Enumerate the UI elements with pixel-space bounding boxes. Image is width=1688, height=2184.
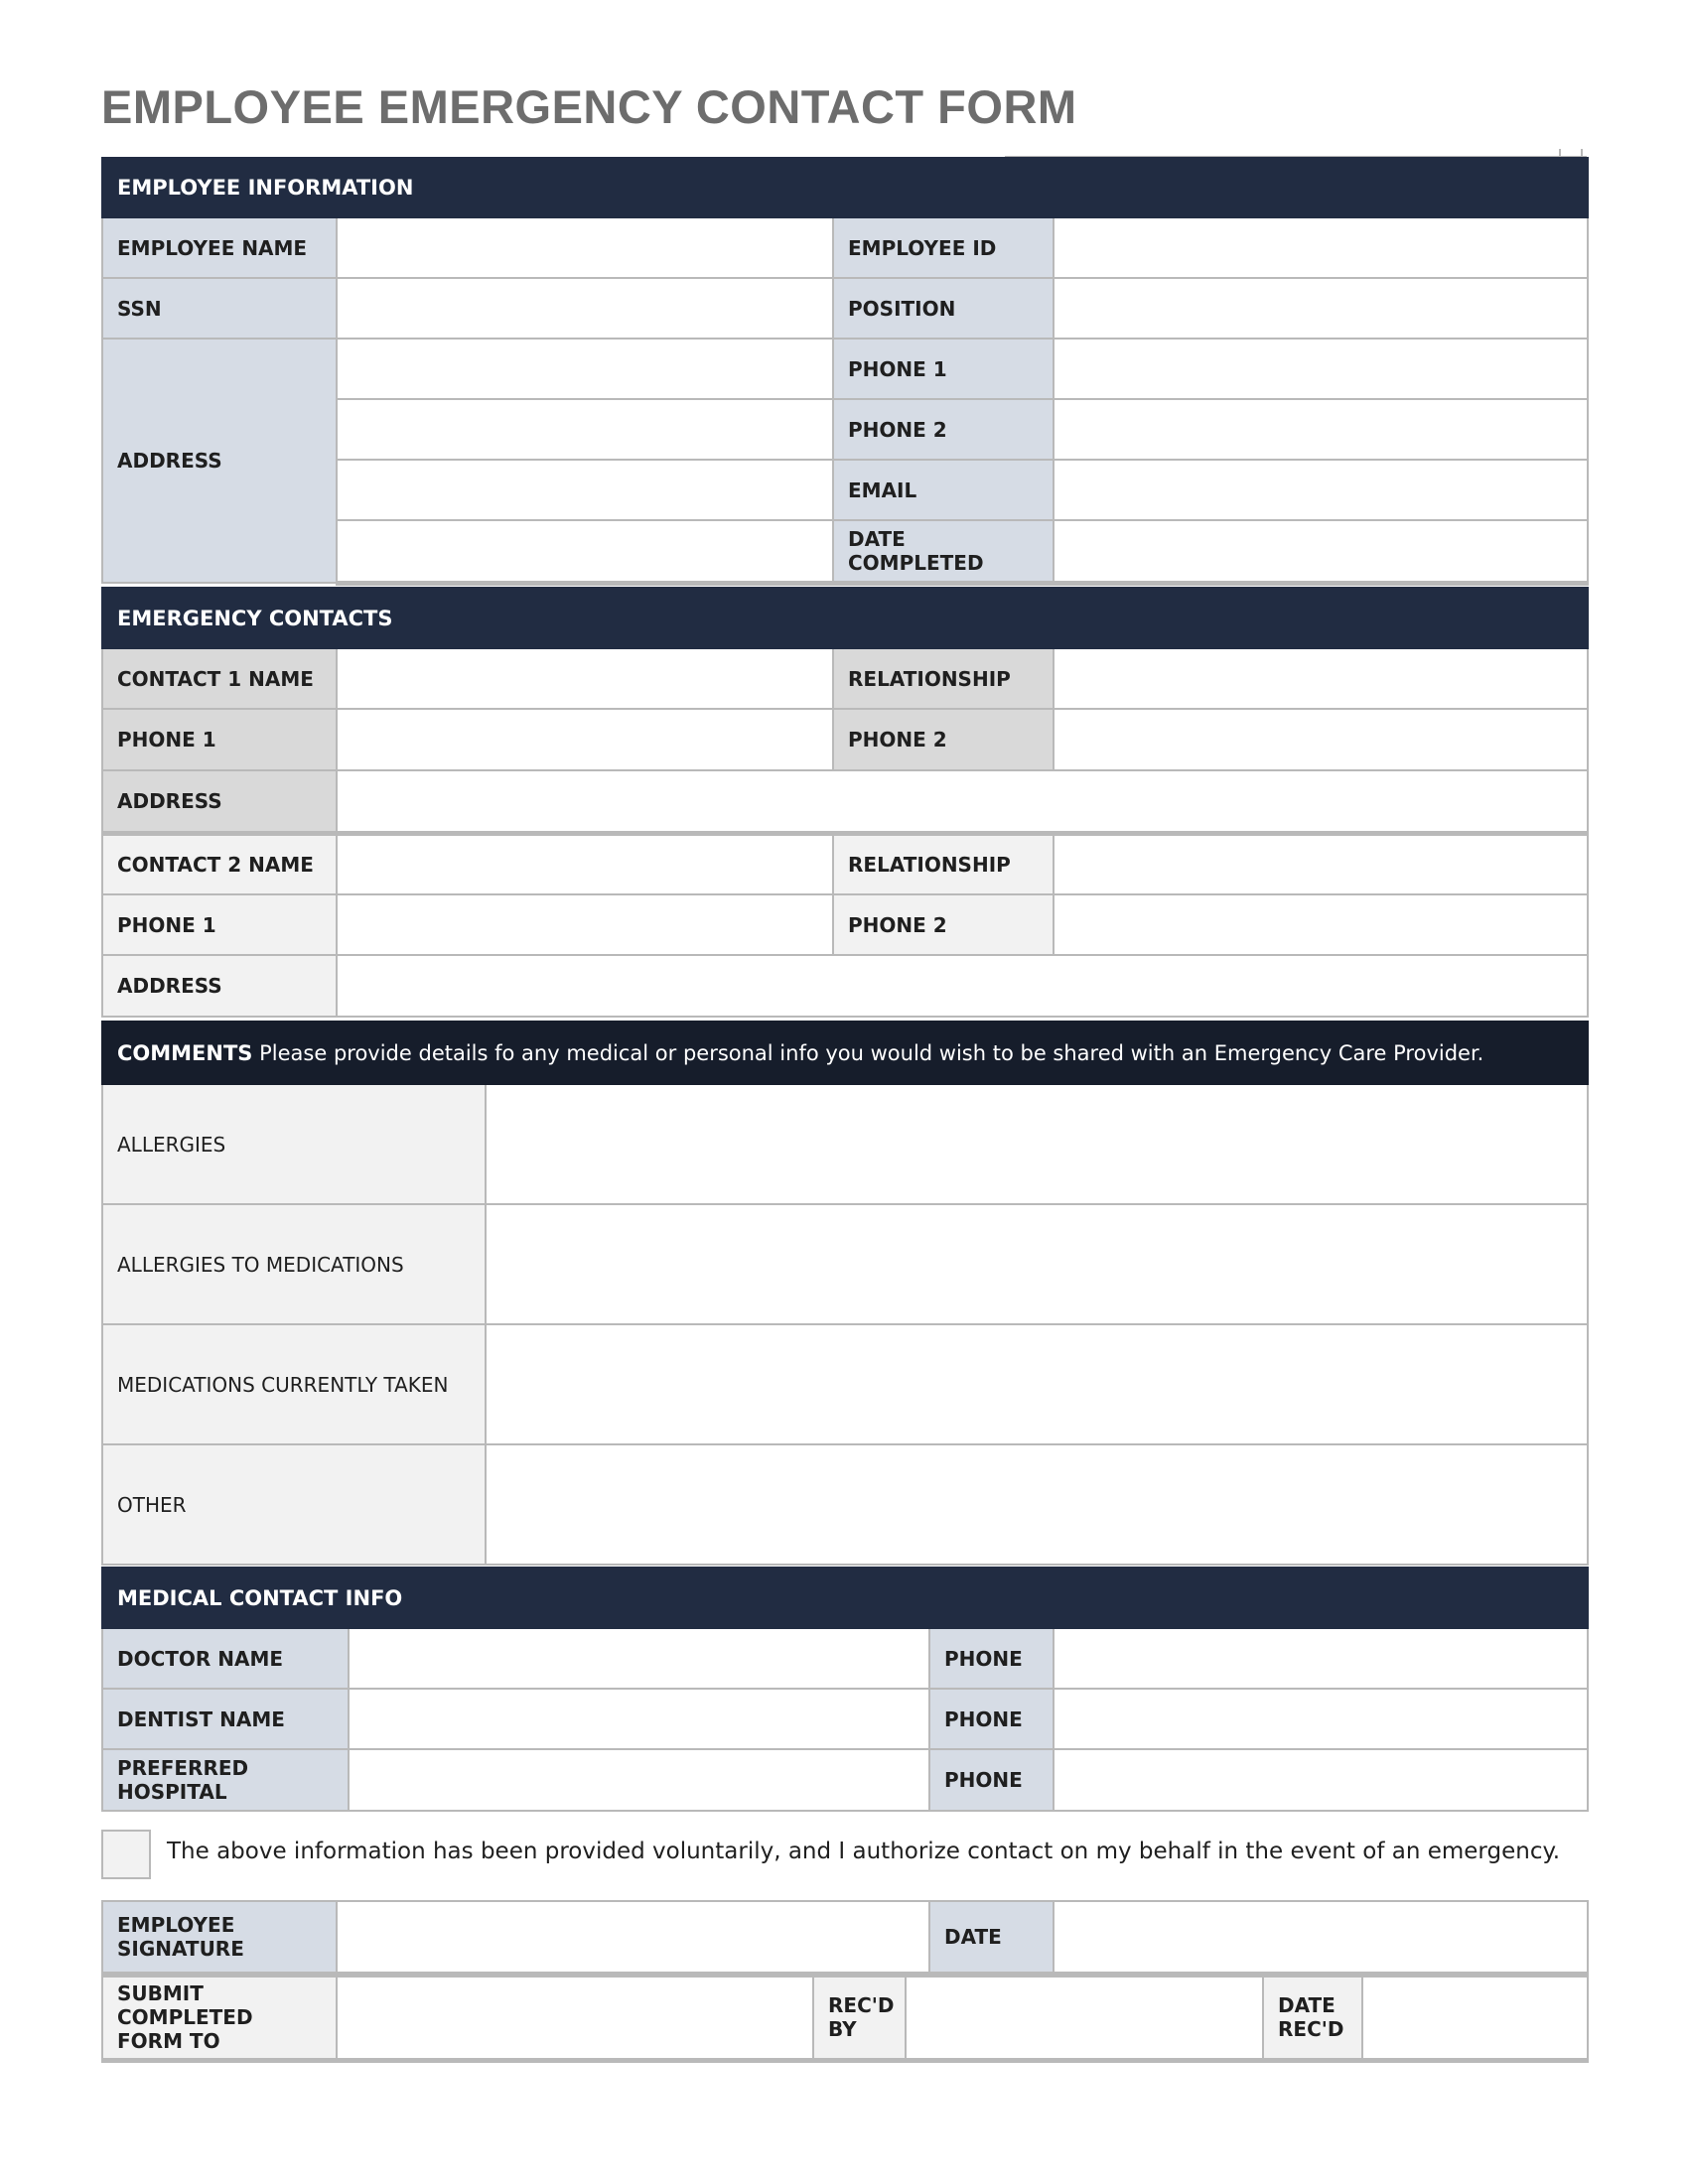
medications-currently-taken-label: MEDICATIONS CURRENTLY TAKEN [102, 1324, 486, 1444]
contact1-address-field[interactable] [337, 770, 1588, 833]
doctor-name-field[interactable] [349, 1628, 929, 1689]
medical-contact-header: MEDICAL CONTACT INFO [102, 1568, 1588, 1628]
employee-signature-label: EMPLOYEE SIGNATURE [102, 1901, 337, 1974]
contact1-name-field[interactable] [337, 648, 833, 709]
dentist-phone-field[interactable] [1054, 1689, 1588, 1749]
contact2-relationship-field[interactable] [1054, 833, 1588, 894]
signature-date-label: DATE [929, 1901, 1054, 1974]
allergies-label: ALLERGIES [102, 1084, 486, 1204]
date-completed-field[interactable] [1054, 520, 1588, 583]
allergies-field[interactable] [486, 1084, 1588, 1204]
allergies-to-medications-label: ALLERGIES TO MEDICATIONS [102, 1204, 486, 1324]
doctor-phone-label: PHONE [929, 1628, 1054, 1689]
consent-text: The above information has been provided voluntarily, and I authorize contact on my behalf in the event of an emergency. [167, 1839, 1561, 1864]
employee-name-label: EMPLOYEE NAME [102, 217, 337, 278]
consent-checkbox[interactable] [101, 1830, 151, 1879]
comments-header-text: Please provide details fo any medical or personal info you would wish to be shared with an Emergency Care Provider. [259, 1040, 1484, 1065]
contact1-address-label: ADDRESS [102, 770, 337, 833]
submit-to-label: SUBMIT COMPLETED FORM TO [102, 1977, 337, 2060]
position-field[interactable] [1054, 278, 1588, 339]
page-title: EMPLOYEE EMERGENCY CONTACT FORM [101, 80, 1077, 133]
comments-table [101, 1021, 1589, 1566]
employee-id-field[interactable] [1054, 217, 1588, 278]
contact2-phone2-field[interactable] [1054, 894, 1588, 955]
allergies-to-medications-field[interactable] [486, 1204, 1588, 1324]
doctor-phone-field[interactable] [1054, 1628, 1588, 1689]
recd-by-field[interactable] [906, 1977, 1263, 2060]
date-completed-label: DATE COMPLETED [833, 520, 1054, 583]
contact1-phone1-label: PHONE 1 [102, 709, 337, 770]
email-field[interactable] [1054, 460, 1588, 520]
submission-table [101, 1976, 1589, 2063]
employee-signature-field[interactable] [337, 1901, 929, 1974]
address-line-2[interactable] [337, 399, 833, 460]
employee-info-header: EMPLOYEE INFORMATION [102, 158, 1588, 217]
contact1-phone1-field[interactable] [337, 709, 833, 770]
employee-name-field[interactable] [337, 217, 833, 278]
recd-by-label: REC'D BY [813, 1977, 906, 2060]
dentist-name-field[interactable] [349, 1689, 929, 1749]
contact1-phone2-label: PHONE 2 [833, 709, 1054, 770]
phone2-label: PHONE 2 [833, 399, 1054, 460]
contact2-phone1-field[interactable] [337, 894, 833, 955]
signature-table [101, 1900, 1589, 1977]
email-label: EMAIL [833, 460, 1054, 520]
employee-id-label: EMPLOYEE ID [833, 217, 1054, 278]
date-recd-field[interactable] [1362, 1977, 1588, 2060]
emergency-contacts-header: EMERGENCY CONTACTS [102, 588, 1588, 648]
contact2-phone1-label: PHONE 1 [102, 894, 337, 955]
comments-header [102, 1022, 1588, 1084]
address-label: ADDRESS [102, 339, 337, 583]
medical-contact-table [101, 1567, 1589, 1812]
submit-to-field[interactable] [337, 1977, 813, 2060]
hospital-phone-label: PHONE [929, 1749, 1054, 1811]
emergency-contacts-table [101, 587, 1589, 1018]
comments-header-bold: COMMENTS [117, 1040, 253, 1065]
contact2-name-field[interactable] [337, 833, 833, 894]
dentist-phone-label: PHONE [929, 1689, 1054, 1749]
address-line-3[interactable] [337, 460, 833, 520]
contact2-name-label: CONTACT 2 NAME [102, 833, 337, 894]
signature-date-field[interactable] [1054, 1901, 1588, 1974]
contact1-phone2-field[interactable] [1054, 709, 1588, 770]
contact2-address-label: ADDRESS [102, 955, 337, 1017]
contact2-phone2-label: PHONE 2 [833, 894, 1054, 955]
hospital-phone-field[interactable] [1054, 1749, 1588, 1811]
preferred-hospital-field[interactable] [349, 1749, 929, 1811]
address-line-1[interactable] [337, 339, 833, 399]
contact1-relationship-label: RELATIONSHIP [833, 648, 1054, 709]
doctor-name-label: DOCTOR NAME [102, 1628, 349, 1689]
phone1-label: PHONE 1 [833, 339, 1054, 399]
contact2-address-field[interactable] [337, 955, 1588, 1017]
ssn-label: SSN [102, 278, 337, 339]
dentist-name-label: DENTIST NAME [102, 1689, 349, 1749]
ssn-field[interactable] [337, 278, 833, 339]
contact1-name-label: CONTACT 1 NAME [102, 648, 337, 709]
address-line-4[interactable] [337, 520, 833, 583]
position-label: POSITION [833, 278, 1054, 339]
phone2-field[interactable] [1054, 399, 1588, 460]
employee-info-table [101, 157, 1589, 586]
other-field[interactable] [486, 1444, 1588, 1565]
date-recd-label: DATE REC'D [1263, 1977, 1362, 2060]
other-label: OTHER [102, 1444, 486, 1565]
medications-currently-taken-field[interactable] [486, 1324, 1588, 1444]
contact1-relationship-field[interactable] [1054, 648, 1588, 709]
phone1-field[interactable] [1054, 339, 1588, 399]
preferred-hospital-label: PREFERRED HOSPITAL [102, 1749, 349, 1811]
contact2-relationship-label: RELATIONSHIP [833, 833, 1054, 894]
